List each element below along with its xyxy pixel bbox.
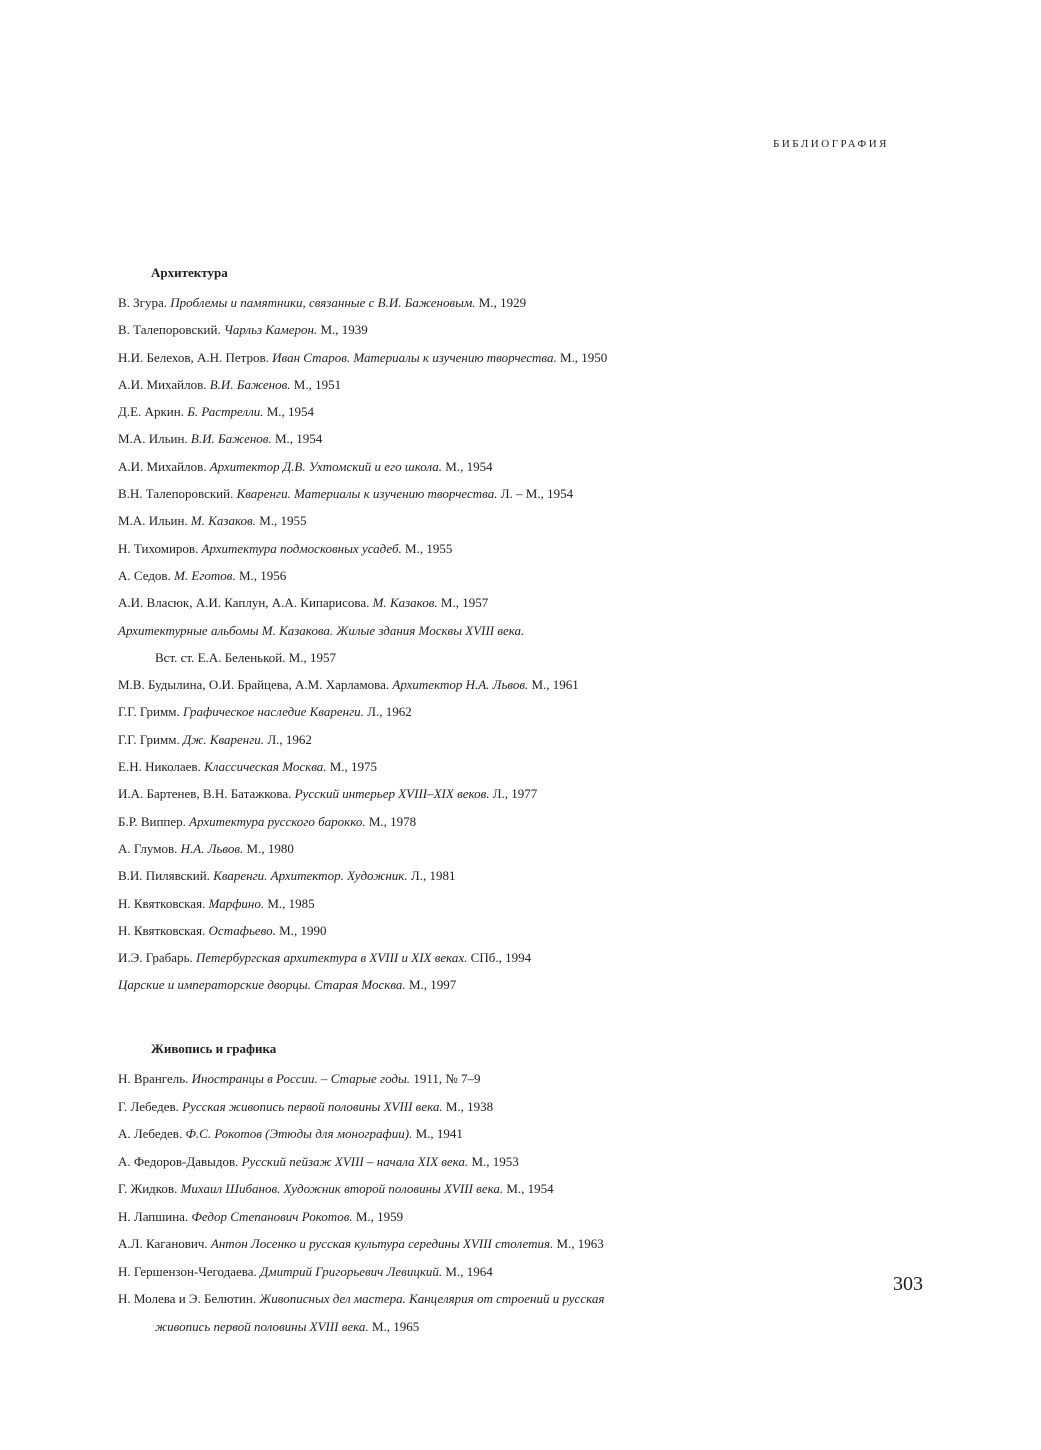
bibliography-entry	[118, 453, 778, 480]
entry-title: Иностранцы в России. – Старые годы.	[191, 1071, 411, 1086]
entry-title: Чарльз Камерон.	[223, 322, 318, 338]
bibliography-entry	[118, 617, 778, 644]
entry-imprint: М., 1957	[440, 595, 489, 611]
bibliography-entry	[118, 1285, 778, 1313]
bibliography-entry	[118, 644, 778, 671]
entry-title: Русский интерьер XVIII–XIX веков.	[294, 786, 490, 802]
entry-author: Е.Н. Николаев.	[118, 759, 201, 775]
entry-title: Проблемы и памятники, связанные с В.И. Баженовым.	[170, 295, 476, 310]
entry-title: Архитектурные альбомы М. Казакова. Жилые здания Москвы XVIII века.	[118, 622, 525, 638]
entry-author: И.А. Бартенев, В.Н. Батажкова.	[118, 786, 292, 802]
entry-title: Н.А. Львов.	[180, 840, 244, 856]
entry-imprint: М., 1953	[471, 1153, 519, 1169]
entry-title: Русская живопись первой половины XVIII века.	[182, 1098, 443, 1114]
entry-author: Б.Р. Виппер.	[118, 813, 186, 829]
bibliography-entry	[118, 480, 778, 507]
page-number: 303	[893, 1273, 923, 1295]
entry-author: М.А. Ильин.	[118, 431, 188, 447]
entry-author: А. Лебедев.	[118, 1126, 183, 1141]
bibliography-entry	[118, 1313, 778, 1341]
entry-imprint: М., 1954	[266, 404, 315, 420]
entry-imprint: Л., 1962	[367, 704, 412, 720]
entry-title: Архитектор Н.А. Львов.	[392, 677, 529, 693]
entry-title: Б. Растрелли.	[187, 404, 264, 420]
entry-author: Н. Врангель.	[118, 1071, 189, 1086]
bibliography-entry	[118, 1258, 778, 1286]
entry-title: Иван Старов. Материалы к изучению творчества.	[272, 349, 557, 365]
entry-author: Н. Квятковская.	[118, 922, 206, 938]
bibliography-entry	[118, 1093, 778, 1121]
entry-title: Дмитрий Григорьевич Левицкий.	[260, 1263, 443, 1279]
entry-title: Графическое наследие Кваренги.	[182, 704, 364, 720]
entry-author: Д.Е. Аркин.	[118, 404, 184, 420]
entry-author: А. Седов.	[118, 567, 171, 583]
entry-imprint: М., 1955	[405, 540, 453, 556]
entry-title: Остафьево.	[208, 922, 276, 938]
entry-imprint: М., 1978	[368, 813, 417, 829]
entry-author: И.Э. Грабарь.	[118, 950, 193, 966]
entry-imprint: Л., 1977	[492, 786, 538, 802]
entry-author: Н. Тихомиров.	[118, 540, 199, 556]
entry-author: В.Н. Талепоровский.	[118, 486, 234, 502]
entry-imprint: М., 1954	[274, 431, 323, 447]
section-architecture	[118, 263, 778, 999]
entry-author: М.А. Ильин.	[118, 513, 188, 529]
entry-imprint: М., 1955	[259, 513, 307, 529]
entry-imprint: М., 1954	[506, 1181, 554, 1196]
entry-imprint: М., 1959	[355, 1208, 404, 1224]
bibliography-entry	[118, 862, 778, 889]
entry-list	[118, 1065, 778, 1340]
section-title: Живопись и графика	[151, 1041, 277, 1056]
entry-imprint: М., 1929	[478, 295, 527, 310]
entry-imprint: Л. – М., 1954	[500, 486, 574, 502]
bibliography-entry	[118, 1230, 778, 1258]
entry-title: М. Казаков.	[190, 513, 256, 529]
entry-author: Г.Г. Гримм.	[118, 731, 180, 747]
entry-title: Михаил Шибанов. Художник второй половины XVIII века.	[180, 1181, 504, 1196]
entry-author: А.Л. Каганович.	[118, 1236, 208, 1251]
entry-title: М. Казаков.	[372, 595, 438, 611]
entry-imprint: М., 1961	[531, 677, 579, 693]
bibliography-entry	[118, 780, 778, 807]
bibliography-entry	[118, 1203, 778, 1231]
entry-title: Петербургская архитектура в XVIII и XIX веках.	[196, 950, 468, 966]
entry-imprint: Л., 1962	[267, 731, 312, 747]
entry-title: Классическая Москва.	[204, 759, 327, 775]
entry-title: Антон Лосенко и русская культура середины XVIII столетия.	[210, 1236, 554, 1251]
entry-imprint: М., 1965	[371, 1318, 420, 1334]
entry-title: живопись первой половины XVIII века.	[155, 1318, 369, 1334]
entry-title: Архитектор Д.В. Ухтомский и его школа.	[209, 458, 443, 474]
bibliography-entry	[118, 589, 778, 616]
entry-title: В.И. Баженов.	[190, 431, 272, 447]
bibliography-entry	[118, 698, 778, 725]
entry-author: В. Згура.	[118, 295, 168, 310]
entry-title: Ф.С. Рокотов (Этюды для монографии).	[185, 1126, 413, 1141]
entry-imprint: М., 1939	[320, 322, 368, 338]
entry-author: А.И. Михайлов.	[118, 376, 207, 392]
bibliography-entry	[118, 562, 778, 589]
bibliography-entry	[118, 890, 778, 917]
entry-author: Н. Молева и Э. Белютин.	[118, 1291, 257, 1306]
entry-title: В.И. Баженов.	[209, 376, 291, 392]
bibliography-entry	[118, 316, 778, 343]
entry-author: Г. Жидков.	[118, 1181, 178, 1196]
bibliography-entry	[118, 1065, 778, 1093]
entry-imprint: СПб., 1994	[470, 950, 532, 966]
entry-imprint: М., 1950	[560, 349, 608, 365]
entry-imprint: М., 1990	[279, 922, 327, 938]
entry-title: Марфино.	[208, 895, 265, 911]
entry-imprint: М., 1964	[445, 1263, 493, 1279]
entry-imprint: 1911, № 7–9	[413, 1071, 481, 1086]
entry-title: Кваренги. Архитектор. Художник.	[213, 868, 408, 884]
bibliography-entry	[118, 425, 778, 452]
entry-author: Н.И. Белехов, А.Н. Петров.	[118, 349, 269, 365]
entry-imprint: М., 1963	[556, 1236, 604, 1251]
bibliography-entry	[118, 808, 778, 835]
entry-imprint: Л., 1981	[410, 868, 456, 884]
entry-imprint: М., 1951	[293, 376, 342, 392]
entry-title: Дж. Кваренги.	[182, 731, 265, 747]
entry-imprint: М., 1985	[267, 895, 315, 911]
bibliography-entry	[118, 835, 778, 862]
bibliography-entry	[118, 398, 778, 425]
entry-title: Кваренги. Материалы к изучению творчества.	[236, 486, 498, 502]
entry-author: Н. Гершензон-Чегодаева.	[118, 1263, 257, 1279]
entry-author: В.И. Пилявский.	[118, 868, 210, 884]
entry-imprint: М., 1997	[408, 977, 457, 993]
entry-author: Н. Лапшина.	[118, 1208, 189, 1224]
entry-title: М. Еготов.	[174, 567, 236, 583]
entry-title: Русский пейзаж XVIII – начала XIX века.	[241, 1153, 469, 1169]
bibliography-entry	[118, 507, 778, 534]
entry-author: Н. Квятковская.	[118, 895, 206, 911]
entry-imprint: М., 1941	[415, 1126, 463, 1141]
entry-author: А. Глумов.	[118, 840, 178, 856]
bibliography-entry	[118, 371, 778, 398]
entry-author: В. Талепоровский.	[118, 322, 221, 338]
bibliography-entry	[118, 535, 778, 562]
entry-imprint: Вст. ст. Е.А. Беленькой. М., 1957	[155, 649, 336, 665]
bibliography-entry	[118, 1120, 778, 1148]
bibliography-entry	[118, 917, 778, 944]
bibliography-entry	[118, 1148, 778, 1176]
entry-imprint: М., 1980	[246, 840, 294, 856]
bibliography-entry	[118, 671, 778, 698]
entry-imprint: М., 1954	[445, 458, 493, 474]
entry-imprint: М., 1938	[445, 1098, 494, 1114]
entry-list	[118, 289, 778, 999]
section-title: Архитектура	[151, 265, 228, 280]
entry-imprint: М., 1956	[238, 567, 287, 583]
entry-imprint: М., 1975	[329, 759, 378, 775]
bibliography-entry	[118, 1175, 778, 1203]
entry-author: Г.Г. Гримм.	[118, 704, 180, 720]
bibliography-entry	[118, 344, 778, 371]
entry-author: А.И. Михайлов.	[118, 458, 207, 474]
entry-title: Федор Степанович Рокотов.	[191, 1208, 353, 1224]
entry-title: Царские и императорские дворцы. Старая Москва.	[118, 977, 406, 993]
entry-author: М.В. Будылина, О.И. Брайцева, А.М. Харламова.	[118, 677, 390, 693]
entry-title: Живописных дел мастера. Канцелярия от строений и русская	[259, 1291, 605, 1306]
entry-author: А. Федоров-Давыдов.	[118, 1153, 239, 1169]
entry-title: Архитектура подмосковных усадеб.	[201, 540, 402, 556]
bibliography-entry	[118, 944, 778, 971]
entry-title: Архитектура русского барокко.	[189, 813, 366, 829]
entry-author: Г. Лебедев.	[118, 1098, 179, 1114]
bibliography-entry	[118, 726, 778, 753]
running-head: БИБЛИОГРАФИЯ	[773, 138, 889, 150]
bibliography-entry	[118, 289, 778, 316]
bibliography-entry	[118, 971, 778, 998]
entry-author: А.И. Власюк, А.И. Каплун, А.А. Кипарисова.	[118, 595, 370, 611]
bibliography-entry	[118, 753, 778, 780]
section-painting-graphics	[118, 1039, 778, 1340]
